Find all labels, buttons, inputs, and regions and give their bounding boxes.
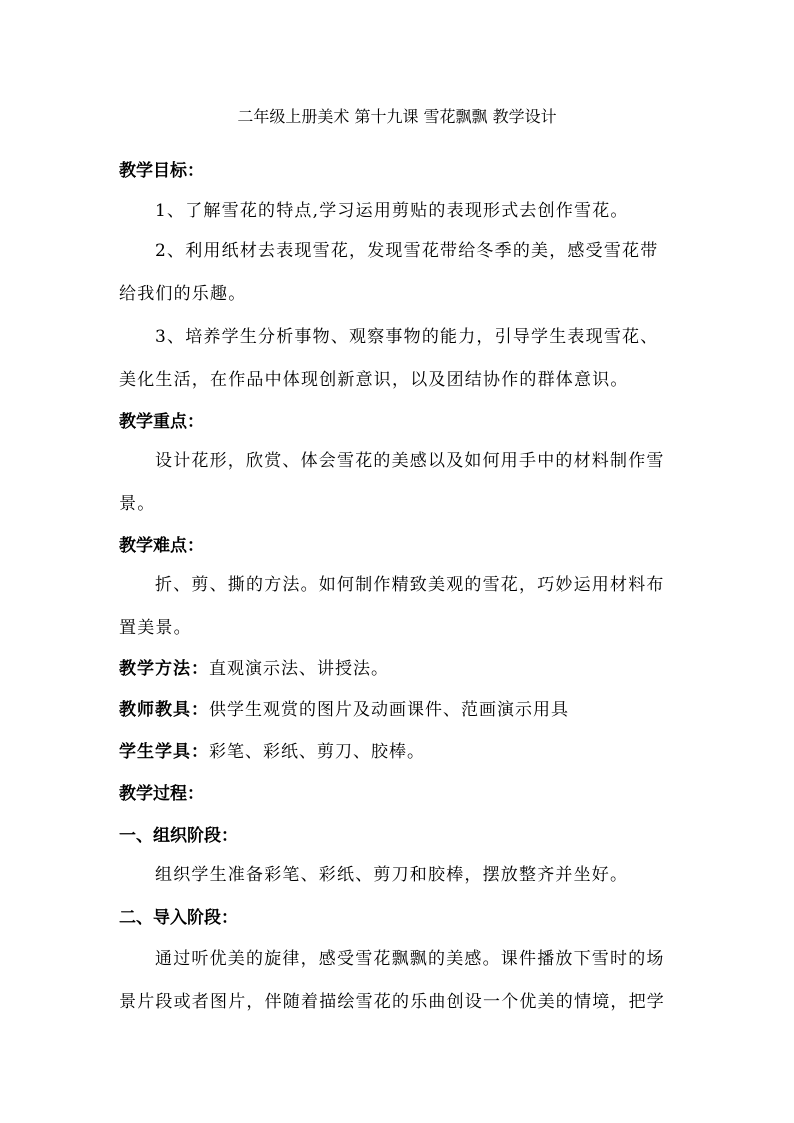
difficulties-line-1: 折、剪、撕的方法。如何制作精致美观的雪花，巧妙运用材料布 [155,575,665,595]
objectives-item-1-text: 1、了解雪花的特点,学习运用剪贴的表现形式去创作雪花。 [155,201,629,221]
document-title: 二年级上册美术 第十九课 雪花飘飘 教学设计 [237,107,557,126]
objectives-item-3-line-1: 3、培养学生分析事物、观察事物的能力，引导学生表现雪花、 [155,327,659,347]
stage-1-heading: 一、组织阶段： [119,826,238,846]
stage-2-text [119,938,677,1024]
teacher-tools-label: 教师教具： [119,700,209,720]
objectives-item-2 [119,230,677,316]
teacher-tools-value: 供学生观赏的图片及动画课件、范画演示用具 [209,700,569,720]
stage-2-line-2: 景片段或者图片，伴随着描绘雪花的乐曲创设一个优美的情境，把学 [119,992,665,1012]
difficulties-text [119,564,677,650]
student-tools-label: 学生学具： [119,742,209,762]
key-points-line-2: 景。 [119,494,156,514]
stage-2-line-1: 通过听优美的旋律，感受雪花飘飘的美感。课件播放下雪时的场 [155,949,665,969]
key-points-line-1: 设计花形，欣赏、体会雪花的美感以及如何用手中的材料制作雪 [155,451,665,471]
key-points-heading: 教学重点： [119,412,204,432]
objectives-item-3-line-2: 美化生活，在作品中体现创新意识，以及团结协作的群体意识。 [119,370,629,390]
objectives-item-1 [119,190,677,233]
stage-1-text [119,854,677,897]
method-row [119,656,389,682]
stage-2-heading: 二、导入阶段： [119,908,238,928]
objectives-item-2-line-2: 给我们的乐趣。 [119,284,247,304]
teacher-tools-row [119,697,569,723]
method-value: 直观演示法、讲授法。 [209,659,389,679]
student-tools-value: 彩笔、彩纸、剪刀、胶棒。 [209,742,425,762]
process-heading: 教学过程： [119,784,204,804]
difficulties-heading: 教学难点： [119,536,204,556]
difficulties-line-2: 置美景。 [119,618,192,638]
student-tools-row [119,739,425,765]
stage-1-line: 组织学生准备彩笔、彩纸、剪刀和胶棒，摆放整齐并坐好。 [155,865,629,885]
objectives-item-3 [119,316,677,402]
key-points-text [119,440,677,526]
objectives-heading: 教学目标： [119,161,204,181]
method-label: 教学方法： [119,659,209,679]
objectives-item-2-line-1: 2、利用纸材去表现雪花，发现雪花带给冬季的美，感受雪花带 [155,241,659,261]
